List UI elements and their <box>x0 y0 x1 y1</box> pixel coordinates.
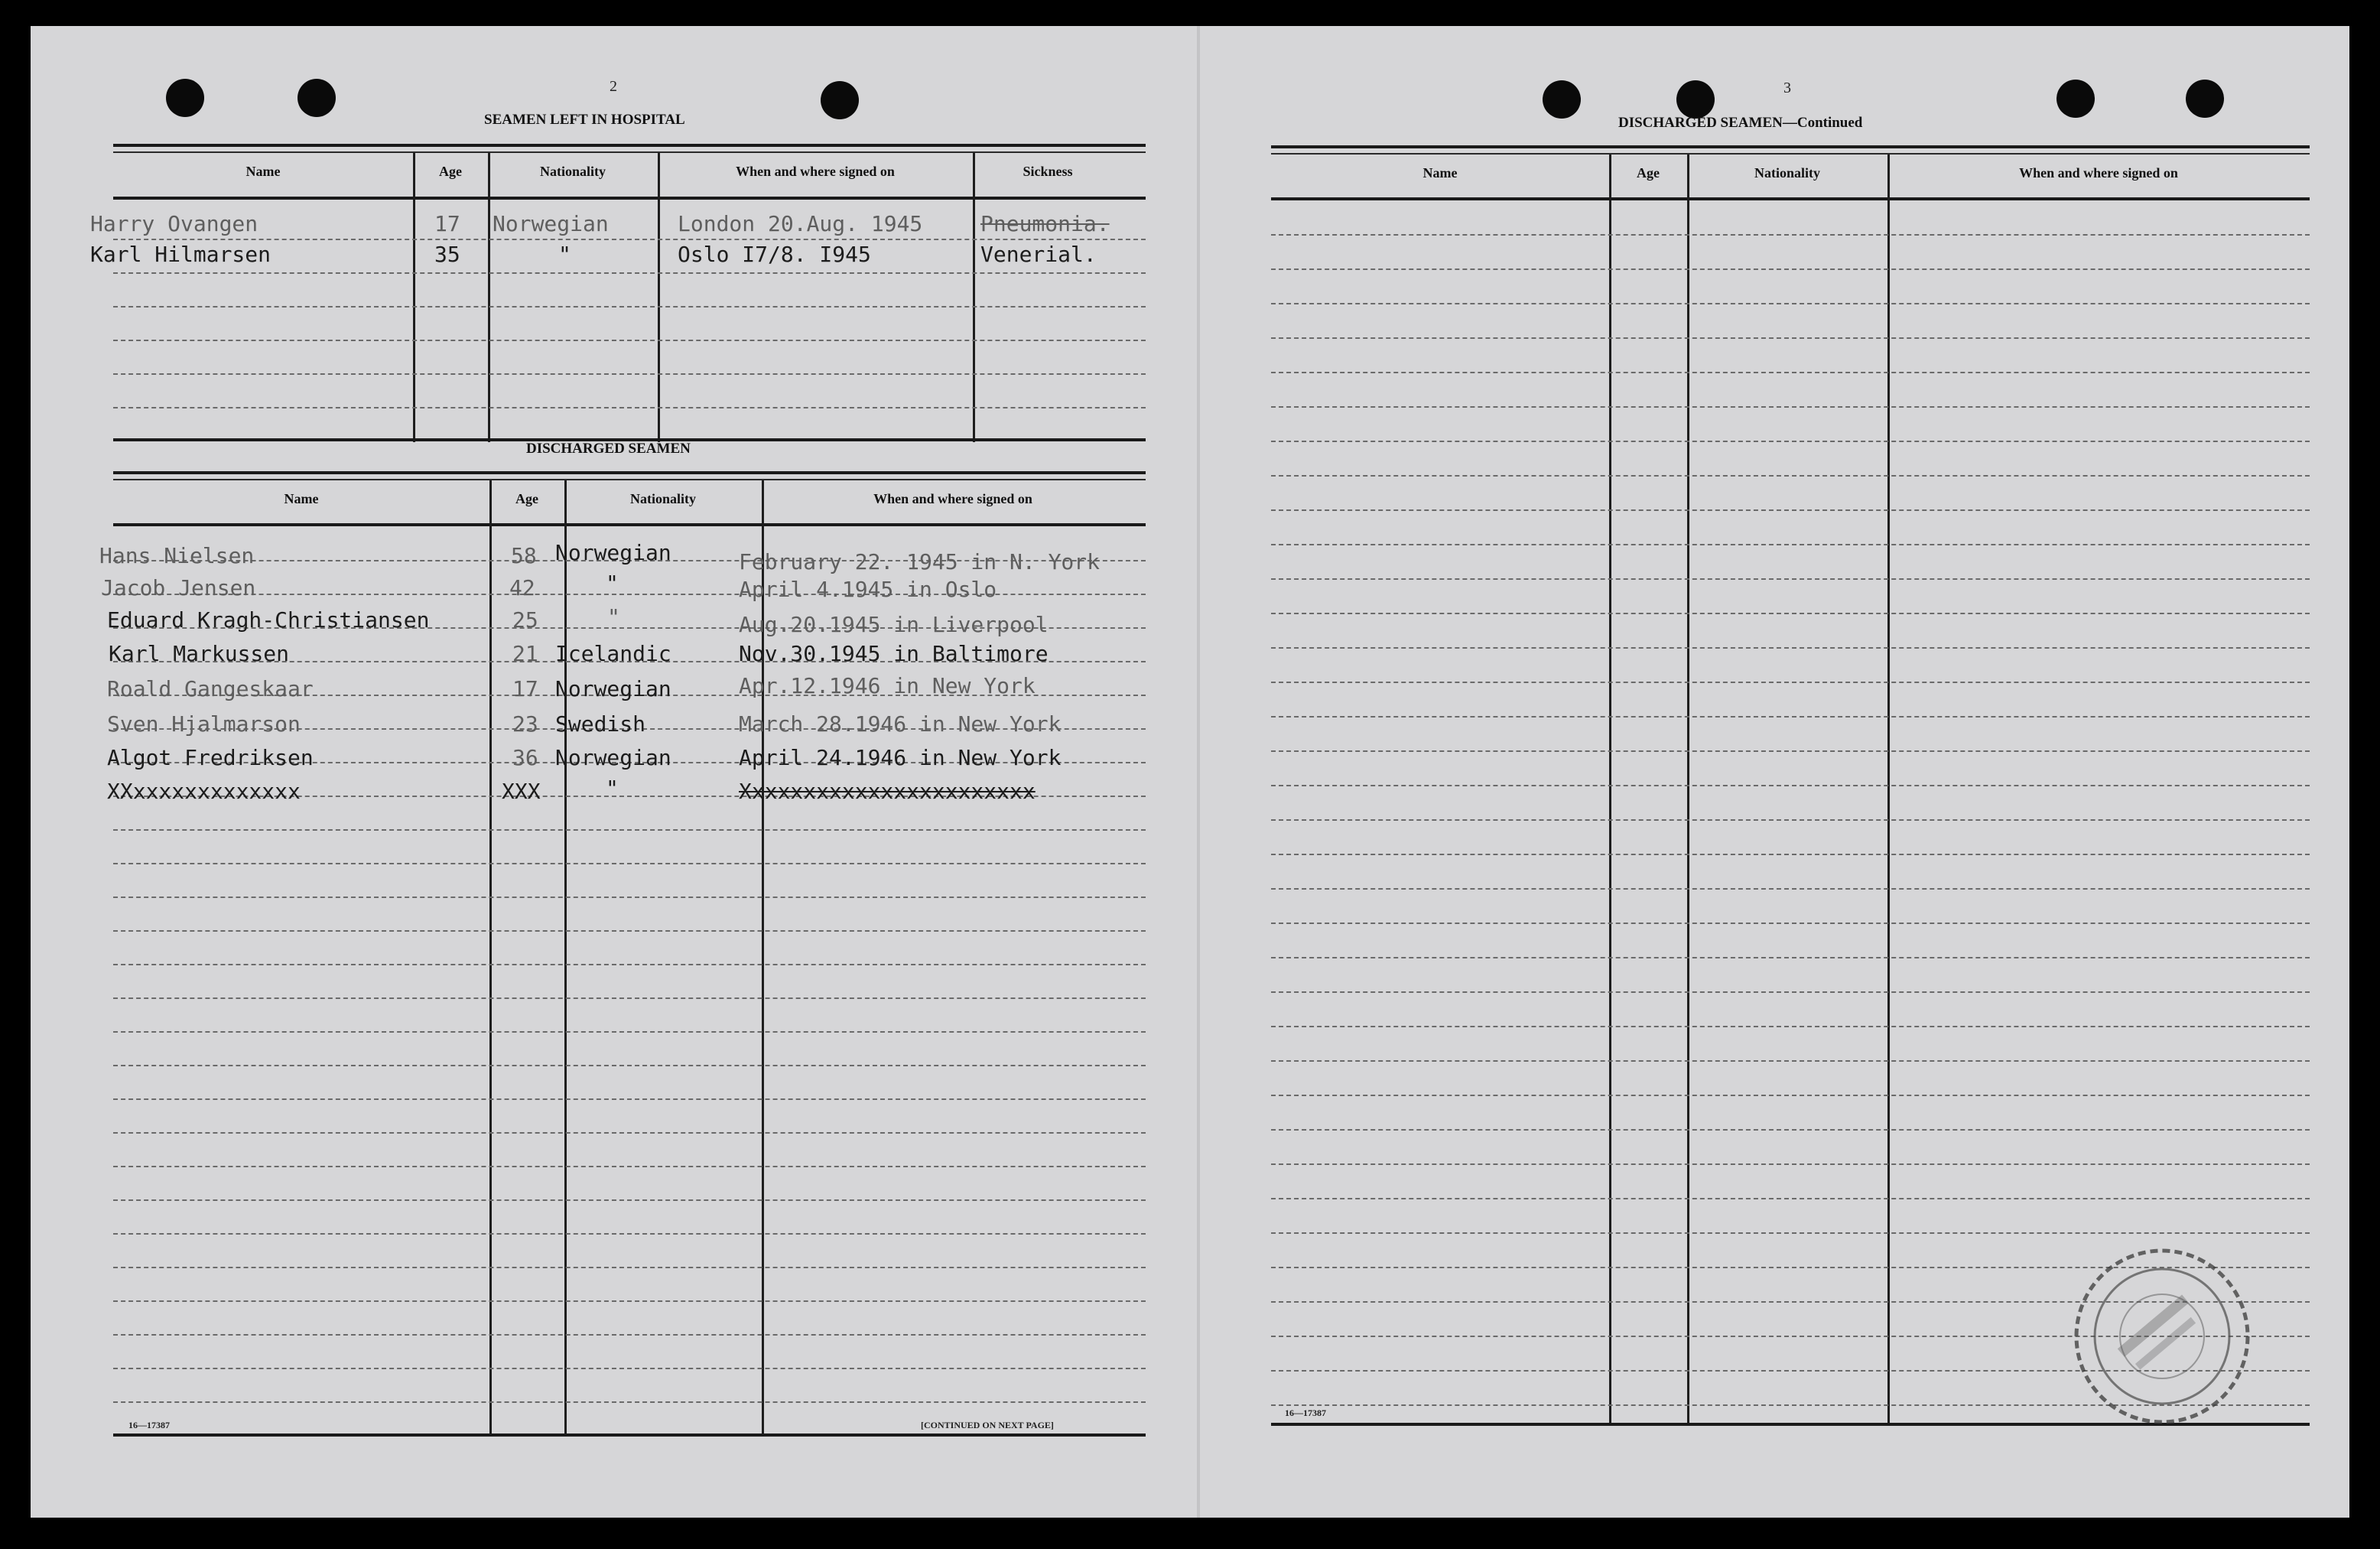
consulate-stamp-icon <box>2066 1241 2258 1432</box>
discharged-section-title: DISCHARGED SEAMEN <box>526 441 691 457</box>
column-header-age: Age <box>439 164 462 179</box>
table-top-rule <box>113 479 1146 480</box>
row-rule <box>113 1334 1146 1336</box>
discharged-name-cell: Roald Gangeskaar <box>107 676 314 701</box>
discharged-name-cell: Sven Hjalmarson <box>107 711 301 737</box>
column-header-nationality: Nationality <box>539 164 606 179</box>
row-rule <box>113 272 1146 274</box>
hospital-age-cell: 17 <box>434 211 460 236</box>
row-rule <box>1271 819 2310 821</box>
row-rule <box>1271 1163 2310 1165</box>
row-rule <box>1271 923 2310 924</box>
column-header-nationality: Nationality <box>1754 165 1820 181</box>
row-rule <box>113 239 1146 240</box>
row-rule <box>1271 1198 2310 1199</box>
row-rule <box>1271 1026 2310 1027</box>
column-header-name: Name <box>284 491 319 506</box>
document-sheet <box>31 26 2349 1518</box>
row-rule <box>113 373 1146 375</box>
header-bottom-rule <box>113 197 1146 200</box>
row-rule <box>1271 716 2310 718</box>
row-rule <box>113 1031 1146 1033</box>
hospital-sickness-cell: Pneumonia. <box>980 211 1110 236</box>
row-rule <box>1271 888 2310 890</box>
title-continued: —Continued <box>1782 115 1863 131</box>
row-rule <box>1271 372 2310 373</box>
row-rule <box>1271 509 2310 511</box>
discharged-nationality-cell: Norwegian <box>555 676 671 701</box>
discharged-nationality-cell: Norwegian <box>555 540 671 565</box>
discharged-name-cell: Eduard Kragh-Christiansen <box>107 607 430 633</box>
discharged-continued-title <box>1618 115 1862 132</box>
row-rule <box>113 1267 1146 1268</box>
table-bottom-rule <box>113 1433 1146 1437</box>
discharged-age-cell: 25 <box>512 607 538 633</box>
table-top-rule <box>113 144 1146 147</box>
discharged-signed-cell: Xxxxxxxxxxxxxxxxxxxxxxx <box>739 779 1036 804</box>
row-rule <box>1271 475 2310 477</box>
header-bottom-rule <box>1271 197 2310 200</box>
column-divider <box>1609 155 1611 1424</box>
row-rule <box>1271 785 2310 786</box>
row-rule <box>1271 1060 2310 1062</box>
discharged-signed-cell: Nov.30.1945 in Baltimore <box>739 641 1049 666</box>
discharged-name-cell: Hans Nielsen <box>99 543 255 568</box>
row-rule <box>113 1199 1146 1201</box>
discharged-age-cell: XXX <box>502 779 541 804</box>
title-main: DISCHARGED SEAMEN <box>1618 115 1783 131</box>
punch-hole <box>166 79 204 117</box>
row-rule <box>1271 613 2310 614</box>
table-top-rule <box>113 471 1146 474</box>
discharged-age-cell: 23 <box>512 711 538 737</box>
row-rule <box>113 1300 1146 1302</box>
form-number: 16—17387 <box>1285 1407 1326 1418</box>
column-header-name: Name <box>245 164 281 179</box>
row-rule <box>113 997 1146 999</box>
row-rule <box>1271 991 2310 993</box>
discharged-signed-cell: Apr.12.1946 in New York <box>739 673 1036 698</box>
form-number: 16—17387 <box>128 1420 170 1430</box>
page-spine <box>1197 26 1200 1518</box>
column-header-age: Age <box>515 491 538 506</box>
row-rule <box>113 930 1146 932</box>
row-rule <box>1271 1095 2310 1096</box>
discharged-nationality-cell: Norwegian <box>555 745 671 770</box>
table-top-rule <box>1271 153 2310 155</box>
hospital-name-cell: Harry Ovangen <box>90 211 258 236</box>
row-rule <box>1271 268 2310 270</box>
column-header-sickness: Sickness <box>1023 164 1073 179</box>
discharged-name-cell: XXxxxxxxxxxxxxx <box>107 779 301 804</box>
row-rule <box>113 407 1146 408</box>
column-header-name: Name <box>1422 165 1458 181</box>
discharged-signed-cell: April 4.1945 in Oslo <box>739 577 997 602</box>
hospital-signed-cell: Oslo I7/8. I945 <box>678 242 871 267</box>
row-rule <box>113 340 1146 341</box>
column-divider <box>658 153 660 442</box>
discharged-signed-cell: March 28.1946 in New York <box>739 711 1062 737</box>
row-rule <box>1271 337 2310 339</box>
row-rule <box>113 1166 1146 1167</box>
column-divider <box>564 480 567 1437</box>
row-rule <box>1271 544 2310 545</box>
row-rule <box>1271 750 2310 752</box>
column-divider <box>489 480 492 1437</box>
row-rule <box>1271 1129 2310 1131</box>
discharged-name-cell: Algot Fredriksen <box>107 745 314 770</box>
row-rule <box>1271 441 2310 442</box>
punch-hole <box>2186 80 2224 118</box>
row-rule <box>113 306 1146 308</box>
table-top-rule <box>113 151 1146 153</box>
column-header-signed-on: When and where signed on <box>736 164 895 179</box>
table-top-rule <box>1271 145 2310 148</box>
row-rule <box>1271 578 2310 580</box>
column-divider <box>488 153 490 442</box>
punch-hole <box>298 79 336 117</box>
row-rule <box>1271 647 2310 649</box>
row-rule <box>113 1233 1146 1235</box>
row-rule <box>1271 234 2310 236</box>
column-header-signed-on: When and where signed on <box>2019 165 2178 181</box>
discharged-age-cell: 21 <box>512 641 538 666</box>
discharged-age-cell: 36 <box>512 745 538 770</box>
row-rule <box>113 1368 1146 1369</box>
discharged-nationality-cell: " <box>606 776 619 801</box>
discharged-age-cell: 42 <box>509 575 535 600</box>
row-rule <box>113 964 1146 965</box>
discharged-name-cell: Jacob Jensen <box>101 575 256 600</box>
row-rule <box>113 1098 1146 1100</box>
row-rule <box>113 1065 1146 1066</box>
row-rule <box>1271 1232 2310 1234</box>
row-rule <box>1271 406 2310 408</box>
row-rule <box>113 1132 1146 1134</box>
discharged-nationality-cell: " <box>607 604 620 630</box>
hospital-signed-cell: London 20.Aug. 1945 <box>678 211 923 236</box>
row-rule <box>1271 303 2310 304</box>
discharged-nationality-cell: " <box>606 571 619 596</box>
column-header-age: Age <box>1637 165 1660 181</box>
row-rule <box>1271 682 2310 683</box>
hospital-section-title: SEAMEN LEFT IN HOSPITAL <box>484 112 685 128</box>
row-rule <box>113 897 1146 898</box>
punch-hole <box>1543 80 1581 119</box>
row-rule <box>1271 854 2310 855</box>
discharged-name-cell: Karl Markussen <box>109 641 290 666</box>
discharged-signed-cell: February 22. 1945 in N. York <box>739 549 1101 574</box>
hospital-age-cell: 35 <box>434 242 460 267</box>
column-header-signed-on: When and where signed on <box>873 491 1032 506</box>
row-rule <box>113 1401 1146 1403</box>
discharged-age-cell: 17 <box>512 676 538 701</box>
column-divider <box>1887 155 1890 1424</box>
discharged-signed-cell: Aug.20.1945 in Liverpool <box>739 612 1049 637</box>
punch-hole <box>2056 80 2095 118</box>
row-rule <box>113 863 1146 864</box>
hospital-name-cell: Karl Hilmarsen <box>90 242 271 267</box>
hospital-sickness-cell: Venerial. <box>980 242 1097 267</box>
column-divider <box>973 153 975 442</box>
column-divider <box>413 153 415 442</box>
header-bottom-rule <box>113 523 1146 526</box>
column-divider <box>1687 155 1689 1424</box>
discharged-nationality-cell: Swedish <box>555 711 646 737</box>
page-number: 2 <box>610 78 617 95</box>
punch-hole <box>821 81 859 119</box>
punch-hole <box>1676 80 1715 119</box>
column-header-nationality: Nationality <box>629 491 696 506</box>
discharged-signed-cell: April 24.1946 in New York <box>739 745 1062 770</box>
row-rule <box>1271 957 2310 958</box>
discharged-nationality-cell: Icelandic <box>555 641 671 666</box>
row-rule <box>113 829 1146 831</box>
hospital-nationality-cell: " <box>558 242 571 267</box>
page-number: 3 <box>1783 80 1791 96</box>
hospital-nationality-cell: Norwegian <box>493 211 609 236</box>
discharged-age-cell: 58 <box>511 543 537 568</box>
continued-note: [CONTINUED ON NEXT PAGE] <box>921 1420 1054 1430</box>
